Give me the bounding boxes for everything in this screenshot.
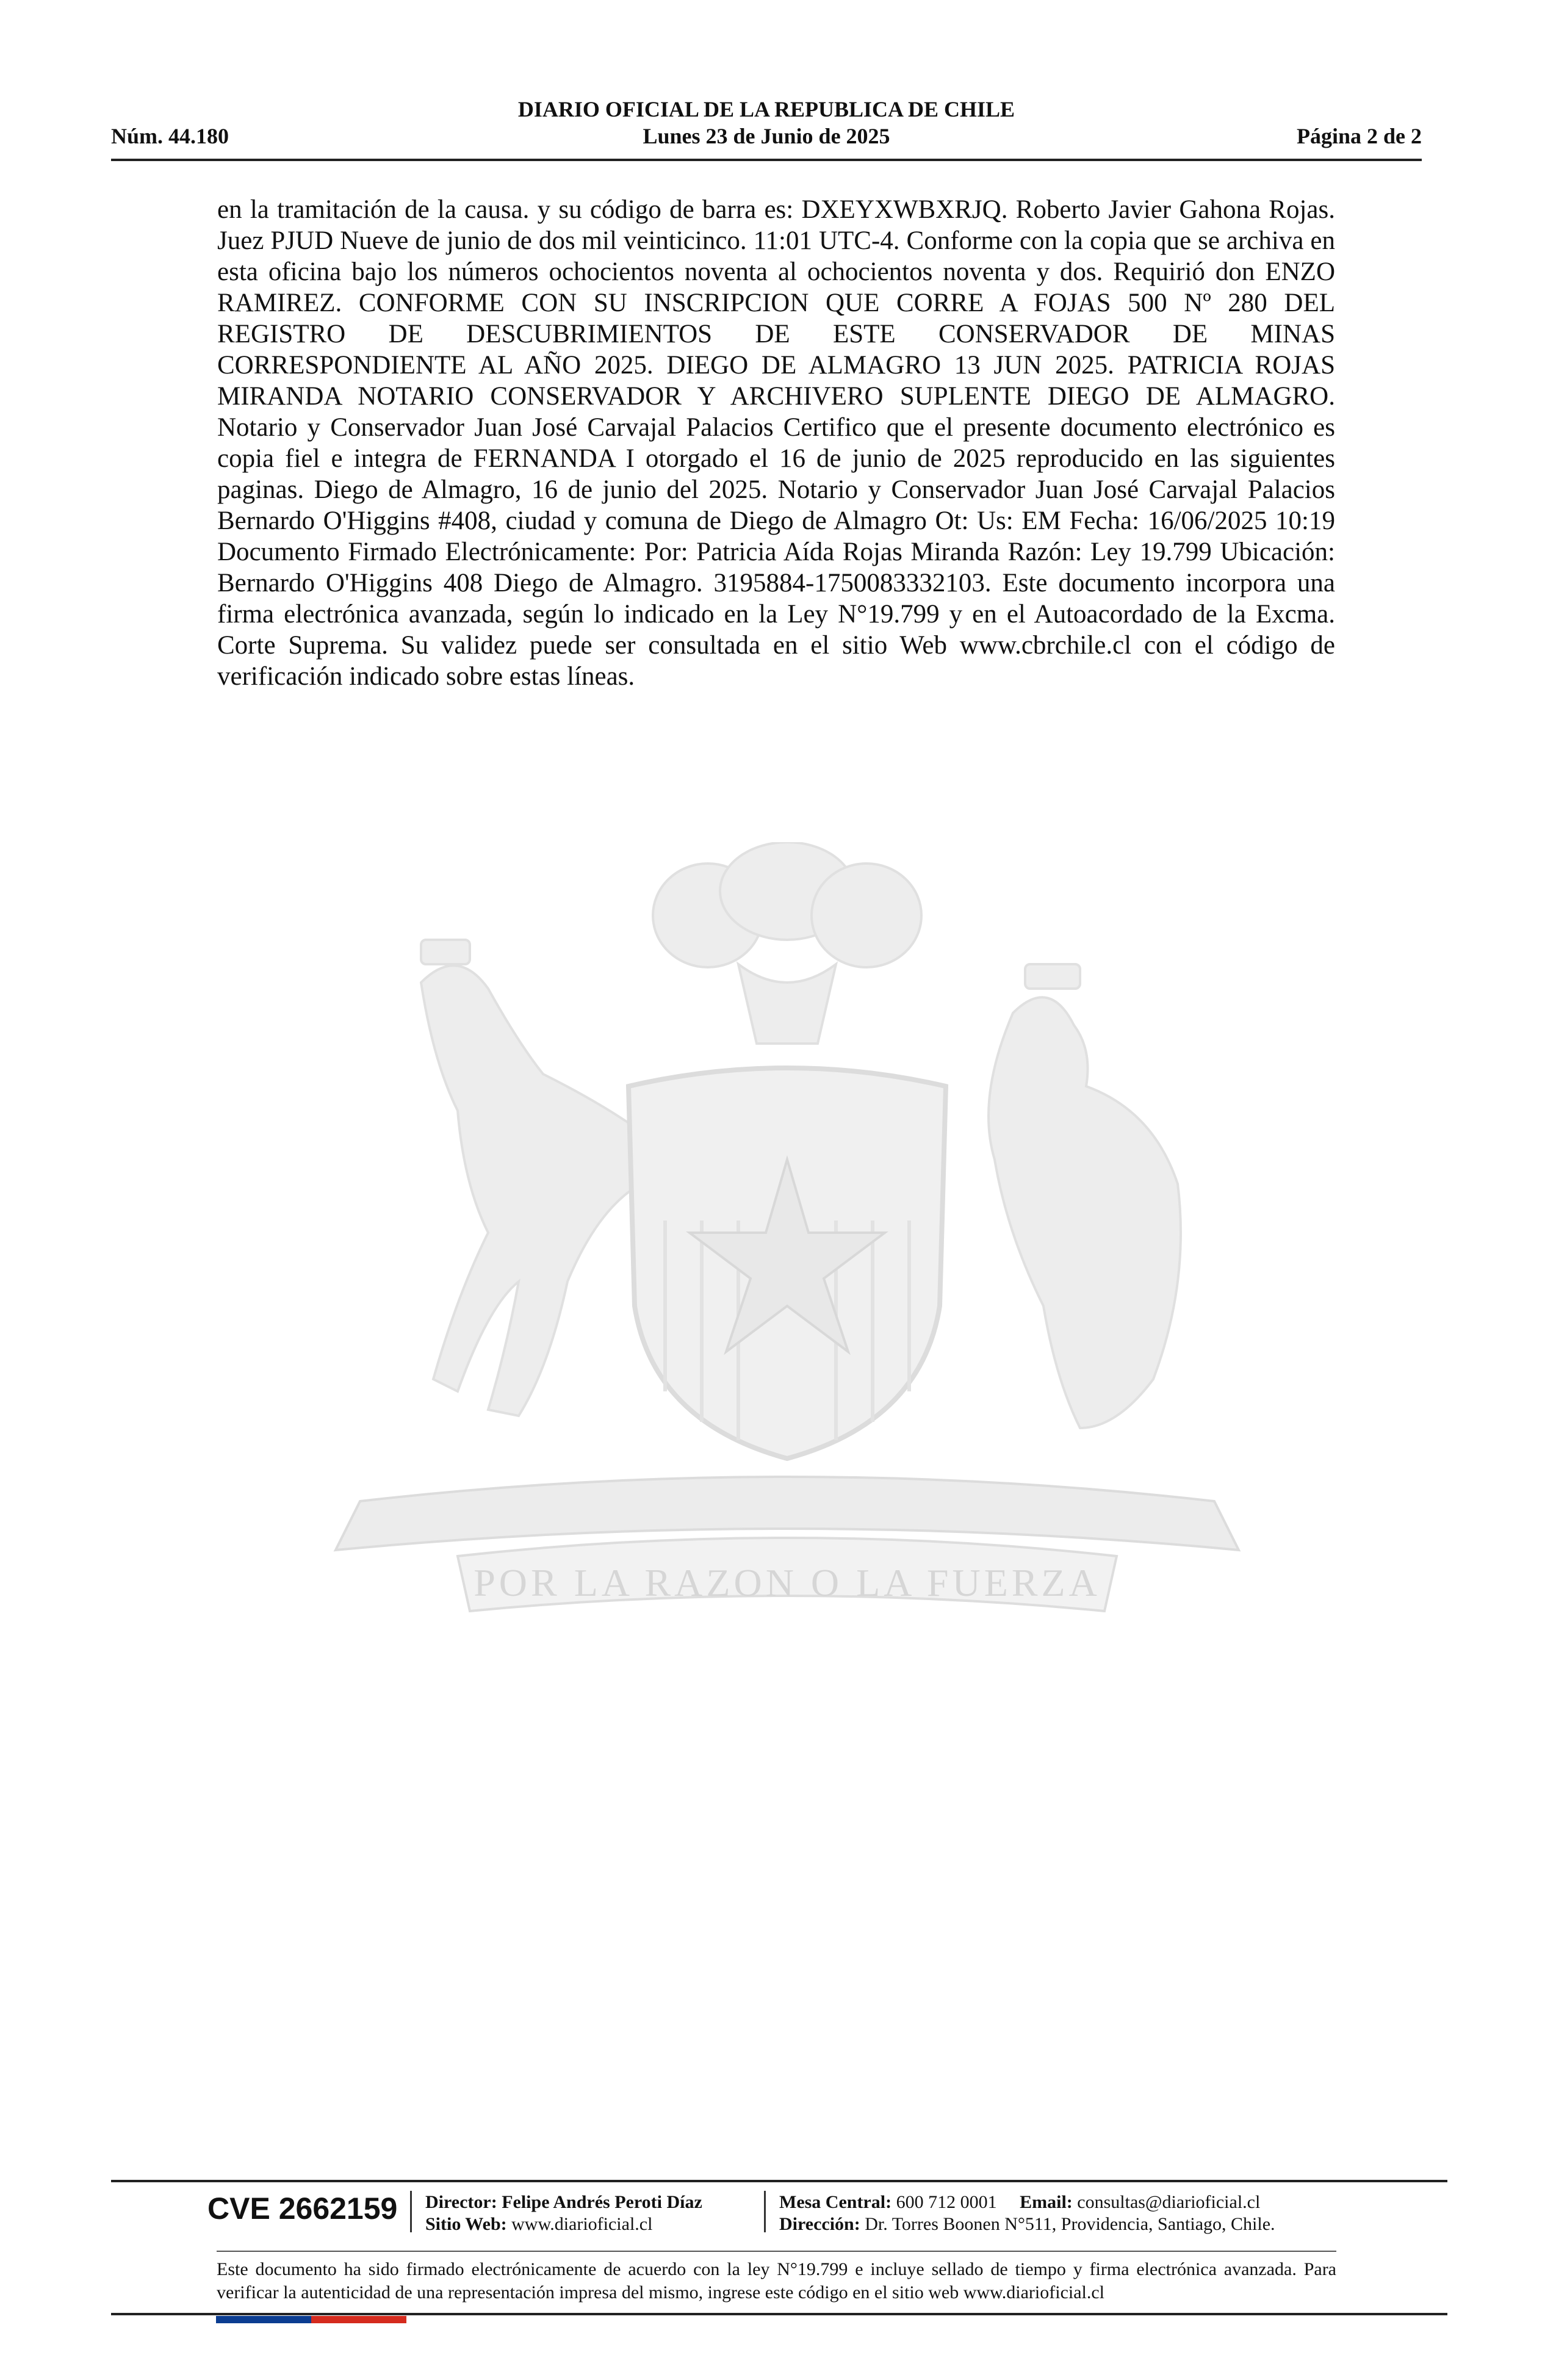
footer-separator bbox=[410, 2191, 412, 2232]
email-link[interactable]: consultas@diarioficial.cl bbox=[1077, 2192, 1261, 2212]
website-label: Sitio Web: bbox=[425, 2214, 507, 2234]
footer-divider bbox=[111, 2180, 1447, 2182]
mesa-central-value: 600 712 0001 bbox=[896, 2192, 997, 2212]
address-line bbox=[779, 2214, 1275, 2235]
address-label: Dirección: bbox=[779, 2214, 860, 2234]
website-line bbox=[425, 2214, 652, 2235]
coat-of-arms-watermark bbox=[201, 842, 1361, 1660]
signature-disclaimer: Este documento ha sido firmado electrónicamente de acuerdo con la ley N°19.799 e incluye sellado de tiempo y firma electrónica avanzada. Para verificar la autenticidad de una representación impresa del mismo, ingrese este código en el sitio web www.diarioficial.cl bbox=[217, 2259, 1336, 2302]
mesa-central-line bbox=[779, 2192, 1260, 2213]
footer-inner-divider bbox=[217, 2251, 1336, 2252]
issue-number: Núm. 44.180 bbox=[111, 124, 229, 148]
director-label: Director: bbox=[425, 2192, 497, 2212]
website-link[interactable]: www.diarioficial.cl bbox=[511, 2214, 653, 2234]
email-label: Email: bbox=[1020, 2192, 1073, 2212]
footer-bottom-rule bbox=[111, 2313, 1447, 2315]
director-value: Felipe Andrés Peroti Díaz bbox=[502, 2192, 702, 2212]
document-body-text: en la tramitación de la causa. y su código de barra es: DXEYXWBXRJQ. Roberto Javier Gahona Rojas. Juez PJUD Nueve de junio de dos mil veinticinco. 11:01 UTC-4. Conforme con la copia que se archiva en esta oficina bajo los números ochocientos noventa al ochocientos noventa y dos. Requirió don ENZO RAMIREZ. CONFORME CON SU INSCRIPCION QUE CORRE A FOJAS 500 Nº 280 DEL REGISTRO DE DESCUBRIMIENTOS DE ESTE CONSERVADOR DE MINAS CORRESPONDIENTE AL AÑO 2025. DIEGO DE ALMAGRO 13 JUN 2025. PATRICIA ROJAS MIRANDA NOTARIO CONSERVADOR Y ARCHIVERO SUPLENTE DIEGO DE ALMAGRO. Notario y Conservador Juan José Carvajal Palacios Certifico que el presente documento electrónico es copia fiel e integra de FERNANDA I otorgado el 16 de junio de 2025 reproducido en las siguientes paginas. Diego de Almagro, 16 de junio del 2025. Notario y Conservador Juan José Carvajal Palacios Bernardo O'Higgins #408, ciudad y comuna de Diego de Almagro Ot: Us: EM Fecha: 16/06/2025 10:19 Documento Firmado Electrónicamente: Por: Patricia Aída Rojas Miranda Razón: Ley 19.799 Ubicación: Bernardo O'Higgins 408 Diego de Almagro. 3195884-1750083332103. Este documento incorpora una firma electrónica avanzada, según lo indicado en la Ley N°19.799 y en el Autoacordado de la Excma. Corte Suprema. Su validez puede ser consultada en el sitio Web www.cbrchile.cl con el código de verificación indicado sobre estas líneas. bbox=[217, 195, 1335, 691]
address-value: Dr. Torres Boonen N°511, Providencia, Santiago, Chile. bbox=[865, 2214, 1275, 2234]
footer-separator bbox=[764, 2191, 766, 2232]
flag-stripe-blue bbox=[216, 2316, 311, 2323]
page-number: Página 2 de 2 bbox=[1296, 124, 1422, 148]
flag-stripe-red bbox=[311, 2316, 406, 2323]
page-header bbox=[111, 92, 1422, 161]
publication-title: DIARIO OFICIAL DE LA REPUBLICA DE CHILE bbox=[517, 97, 1015, 121]
cve-code: CVE 2662159 bbox=[207, 2191, 398, 2226]
issue-date: Lunes 23 de Junio de 2025 bbox=[643, 124, 890, 148]
motto-text: POR LA RAZON O LA FUERZA bbox=[474, 1561, 1101, 1604]
mesa-central-label: Mesa Central: bbox=[779, 2192, 892, 2212]
director-line bbox=[425, 2192, 702, 2213]
